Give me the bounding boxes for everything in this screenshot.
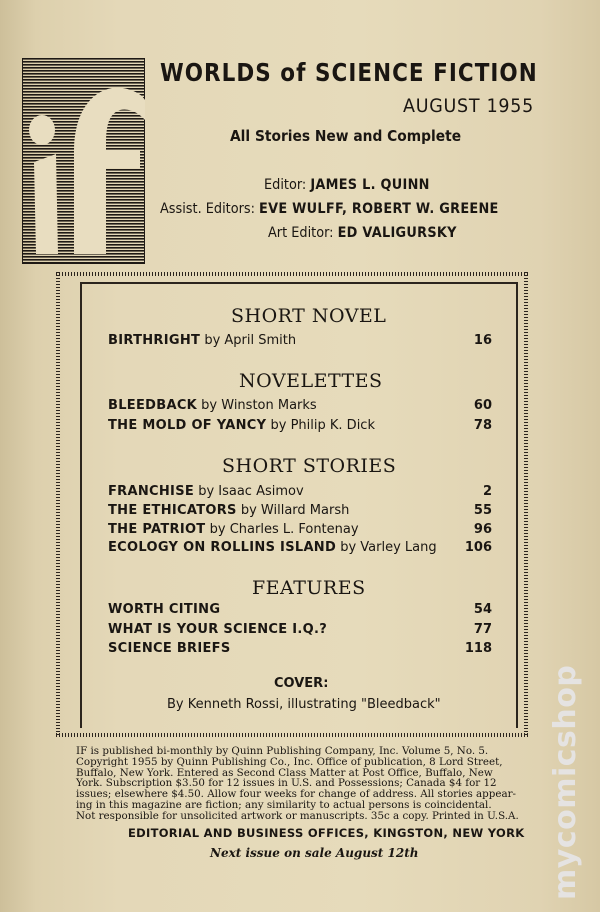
notice-line: Not responsible for unsolicited artwork or manuscripts. 35c a copy. Printed in U.S.A.	[76, 809, 519, 822]
page-number: 106	[464, 540, 492, 555]
toc-entry	[108, 484, 492, 502]
notice-line: IF is published bi-monthly by Quinn Publishing Company, Inc. Volume 5, No. 5.	[76, 745, 489, 757]
section-heading-novelettes: NOVELETTES	[239, 370, 383, 392]
section-heading-features: FEATURES	[252, 577, 366, 599]
inner-frame-top	[80, 282, 518, 284]
page-number: 96	[473, 522, 492, 537]
story-title: BIRTHRIGHT	[108, 333, 201, 348]
tagline: All Stories New and Complete	[230, 127, 462, 145]
border-right-hatched	[524, 272, 528, 736]
toc-entry	[108, 503, 492, 521]
toc-entry	[108, 540, 492, 558]
art-editor-label: Art Editor:	[268, 225, 334, 241]
inner-frame-right	[516, 282, 518, 728]
story-byline: by Willard Marsh	[240, 503, 350, 518]
story-title: THE MOLD OF YANCY	[108, 418, 267, 433]
feature-title: WHAT IS YOUR SCIENCE I.Q.?	[108, 622, 328, 637]
toc-entry	[108, 602, 492, 620]
story-title: BLEEDBACK	[108, 398, 198, 413]
notice-line: Copyright 1955 by Quinn Publishing Co., Inc. Office of publication, 8 Lord Street,	[76, 755, 503, 768]
publication-notice	[76, 746, 520, 822]
story-byline: by Philip K. Dick	[270, 418, 375, 433]
story-title: THE PATRIOT	[108, 522, 206, 537]
story-byline: by April Smith	[204, 333, 297, 348]
toc-entry	[108, 418, 492, 436]
story-title: THE ETHICATORS	[108, 503, 237, 518]
assistant-editors-line	[160, 201, 499, 217]
editor-name: JAMES L. QUINN	[310, 177, 430, 193]
border-top-hatched	[56, 272, 528, 276]
toc-entry	[108, 333, 492, 351]
assistant-editors-names: EVE WULFF, ROBERT W. GREENE	[259, 201, 499, 217]
border-bottom-hatched	[56, 733, 528, 737]
if-logo	[22, 58, 145, 264]
page-number: 2	[482, 484, 492, 499]
editor-label: Editor:	[264, 177, 307, 193]
story-byline: by Charles L. Fontenay	[209, 522, 359, 537]
site-watermark: mycomicshop	[548, 664, 583, 900]
story-byline: by Isaac Asimov	[198, 484, 304, 499]
story-byline: by Varley Lang	[340, 540, 437, 555]
page-number: 118	[464, 641, 492, 656]
section-heading-short-stories: SHORT STORIES	[222, 455, 397, 477]
inner-frame-left	[80, 282, 82, 728]
story-byline: by Winston Marks	[201, 398, 317, 413]
toc-entry	[108, 641, 492, 659]
page-number: 16	[473, 333, 492, 348]
border-left-hatched	[56, 272, 60, 736]
page-number: 60	[473, 398, 492, 413]
toc-entry	[108, 522, 492, 540]
page-number: 54	[473, 602, 492, 617]
page-number: 77	[473, 622, 492, 637]
section-heading-short-novel: SHORT NOVEL	[231, 305, 387, 327]
notice-line: York. Subscription $3.50 for 12 issues in U.S. and Possessions; Canada $4 for 12	[76, 777, 497, 790]
page-number: 78	[473, 418, 492, 433]
page-number: 55	[473, 503, 492, 518]
magazine-title: WORLDS of SCIENCE FICTION	[160, 58, 538, 87]
toc-entry	[108, 622, 492, 640]
notice-line: Buffalo, New York. Entered as Second Class Matter at Post Office, Buffalo, New	[76, 766, 493, 779]
cover-heading: COVER:	[274, 676, 329, 691]
feature-title: WORTH CITING	[108, 602, 221, 617]
story-title: ECOLOGY ON ROLLINS ISLAND	[108, 540, 337, 555]
editor-line	[264, 177, 430, 193]
toc-entry	[108, 398, 492, 416]
story-title: FRANCHISE	[108, 484, 195, 499]
art-editor-name: ED VALIGURSKY	[337, 225, 457, 241]
notice-line: ing in this magazine are fiction; any similarity to actual persons is coincidental.	[76, 798, 492, 811]
art-editor-line	[268, 225, 457, 241]
next-issue-notice: Next issue on sale August 12th	[210, 846, 419, 860]
feature-title: SCIENCE BRIEFS	[108, 641, 231, 656]
issue-date: AUGUST 1955	[403, 95, 535, 117]
offices-line: EDITORIAL AND BUSINESS OFFICES, KINGSTON, NEW YORK	[128, 826, 525, 840]
assistant-editors-label: Assist. Editors:	[160, 201, 255, 217]
cover-credit: By Kenneth Rossi, illustrating "Bleedback"	[167, 697, 441, 712]
notice-line: issues; elsewhere $4.50. Allow four weeks for change of address. All stories appear-	[76, 788, 516, 801]
